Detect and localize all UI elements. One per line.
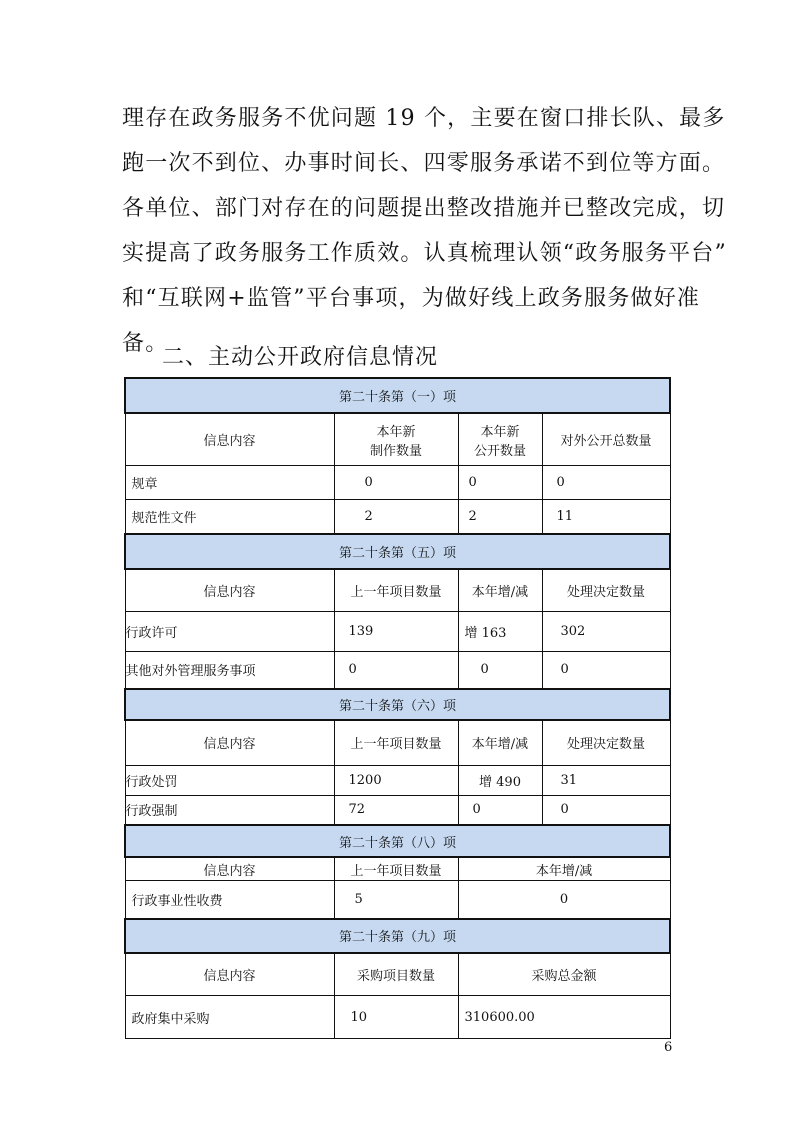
table-row [125, 651, 670, 689]
cell-value: 302 [542, 611, 670, 651]
column-header: 对外公开总数量 [542, 413, 670, 466]
column-header: 处理决定数量 [542, 569, 670, 611]
column-header: 采购总金额 [458, 953, 670, 996]
cell-value: 11 [542, 500, 670, 535]
paragraph-line: 跑一次不到位、办事时间长、四零服务承诺不到位等方面。 [122, 151, 726, 176]
column-header-line: 制作数量 [369, 443, 422, 459]
column-header: 上一年项目数量 [334, 720, 458, 765]
paragraph-line: 实提高了政务服务工作质效。认真梳理认领“政务服务平台” [122, 241, 727, 266]
cell-value: 310600.00 [458, 996, 670, 1039]
paragraph-line: 和“互联网+监管”平台事项，为做好线上政务服务做好准 [122, 286, 701, 311]
cell-label: 行政处罚 [125, 765, 334, 795]
section-header-row [125, 689, 670, 720]
column-header: 信息内容 [125, 569, 334, 611]
table-row [125, 765, 670, 795]
column-header-row [125, 413, 670, 466]
column-header: 信息内容 [125, 953, 334, 996]
cell-value: 10 [334, 996, 458, 1039]
column-header [334, 413, 458, 466]
column-header: 上一年项目数量 [334, 857, 458, 881]
paragraph-line: 备。 [122, 331, 169, 356]
column-header: 信息内容 [125, 857, 334, 881]
section-header-row [125, 534, 670, 569]
paragraph-line: 理存在政务服务不优问题 19 个，主要在窗口排长队、最多 [122, 106, 726, 131]
cell-value: 0 [334, 651, 458, 689]
section-title: 第二十条第（五）项 [125, 534, 670, 569]
page-number: 6 [664, 1040, 673, 1055]
column-header-row [125, 720, 670, 765]
section-title: 第二十条第（八）项 [125, 825, 670, 857]
cell-label: 行政强制 [125, 795, 334, 825]
cell-value: 5 [334, 881, 458, 919]
column-header: 上一年项目数量 [334, 569, 458, 611]
column-header: 本年增/减 [458, 569, 542, 611]
column-header-row [125, 857, 670, 881]
cell-value: 2 [458, 500, 542, 535]
cell-value: 0 [458, 881, 670, 919]
column-header: 处理决定数量 [542, 720, 670, 765]
cell-value: 72 [334, 795, 458, 825]
cell-value: 0 [334, 466, 458, 500]
cell-label: 规范性文件 [125, 500, 334, 535]
cell-value: 0 [458, 651, 542, 689]
table-row [125, 611, 670, 651]
cell-value: 0 [542, 651, 670, 689]
table-row [125, 500, 670, 535]
column-header: 信息内容 [125, 413, 334, 466]
section-heading: 二、主动公开政府信息情况 [162, 345, 439, 370]
column-header [458, 413, 542, 466]
table-row [125, 795, 670, 825]
column-header: 信息内容 [125, 720, 334, 765]
section-header-row [125, 919, 670, 953]
cell-value: 1200 [334, 765, 458, 795]
cell-label: 行政许可 [125, 611, 334, 651]
table-row [125, 466, 670, 500]
cell-value: 0 [542, 466, 670, 500]
section-header-row [125, 825, 670, 857]
table-row [125, 881, 670, 919]
cell-label: 规章 [125, 466, 334, 500]
disclosure-table [124, 377, 671, 1039]
cell-label: 行政事业性收费 [125, 881, 334, 919]
section-title: 第二十条第（一）项 [125, 378, 670, 413]
paragraph-line: 各单位、部门对存在的问题提出整改措施并已整改完成，切 [122, 196, 726, 221]
cell-label: 其他对外管理服务事项 [125, 651, 334, 689]
cell-label: 政府集中采购 [125, 996, 334, 1039]
cell-value: 0 [458, 466, 542, 500]
table-row [125, 996, 670, 1039]
body-paragraph [122, 96, 727, 366]
cell-value: 2 [334, 500, 458, 535]
cell-value: 139 [334, 611, 458, 651]
column-header: 本年增/减 [458, 857, 670, 881]
cell-value: 31 [542, 765, 670, 795]
cell-value: 增 163 [458, 611, 542, 651]
cell-value: 0 [542, 795, 670, 825]
column-header: 本年增/减 [458, 720, 542, 765]
column-header-row [125, 953, 670, 996]
section-title: 第二十条第（六）项 [125, 689, 670, 720]
column-header: 采购项目数量 [334, 953, 458, 996]
cell-value: 0 [458, 795, 542, 825]
column-header-line: 本年新 [480, 424, 520, 440]
column-header-line: 公开数量 [473, 443, 526, 459]
column-header-line: 本年新 [376, 424, 416, 440]
column-header-row [125, 569, 670, 611]
cell-value: 增 490 [458, 765, 542, 795]
section-header-row [125, 378, 670, 413]
section-title: 第二十条第（九）项 [125, 919, 670, 953]
